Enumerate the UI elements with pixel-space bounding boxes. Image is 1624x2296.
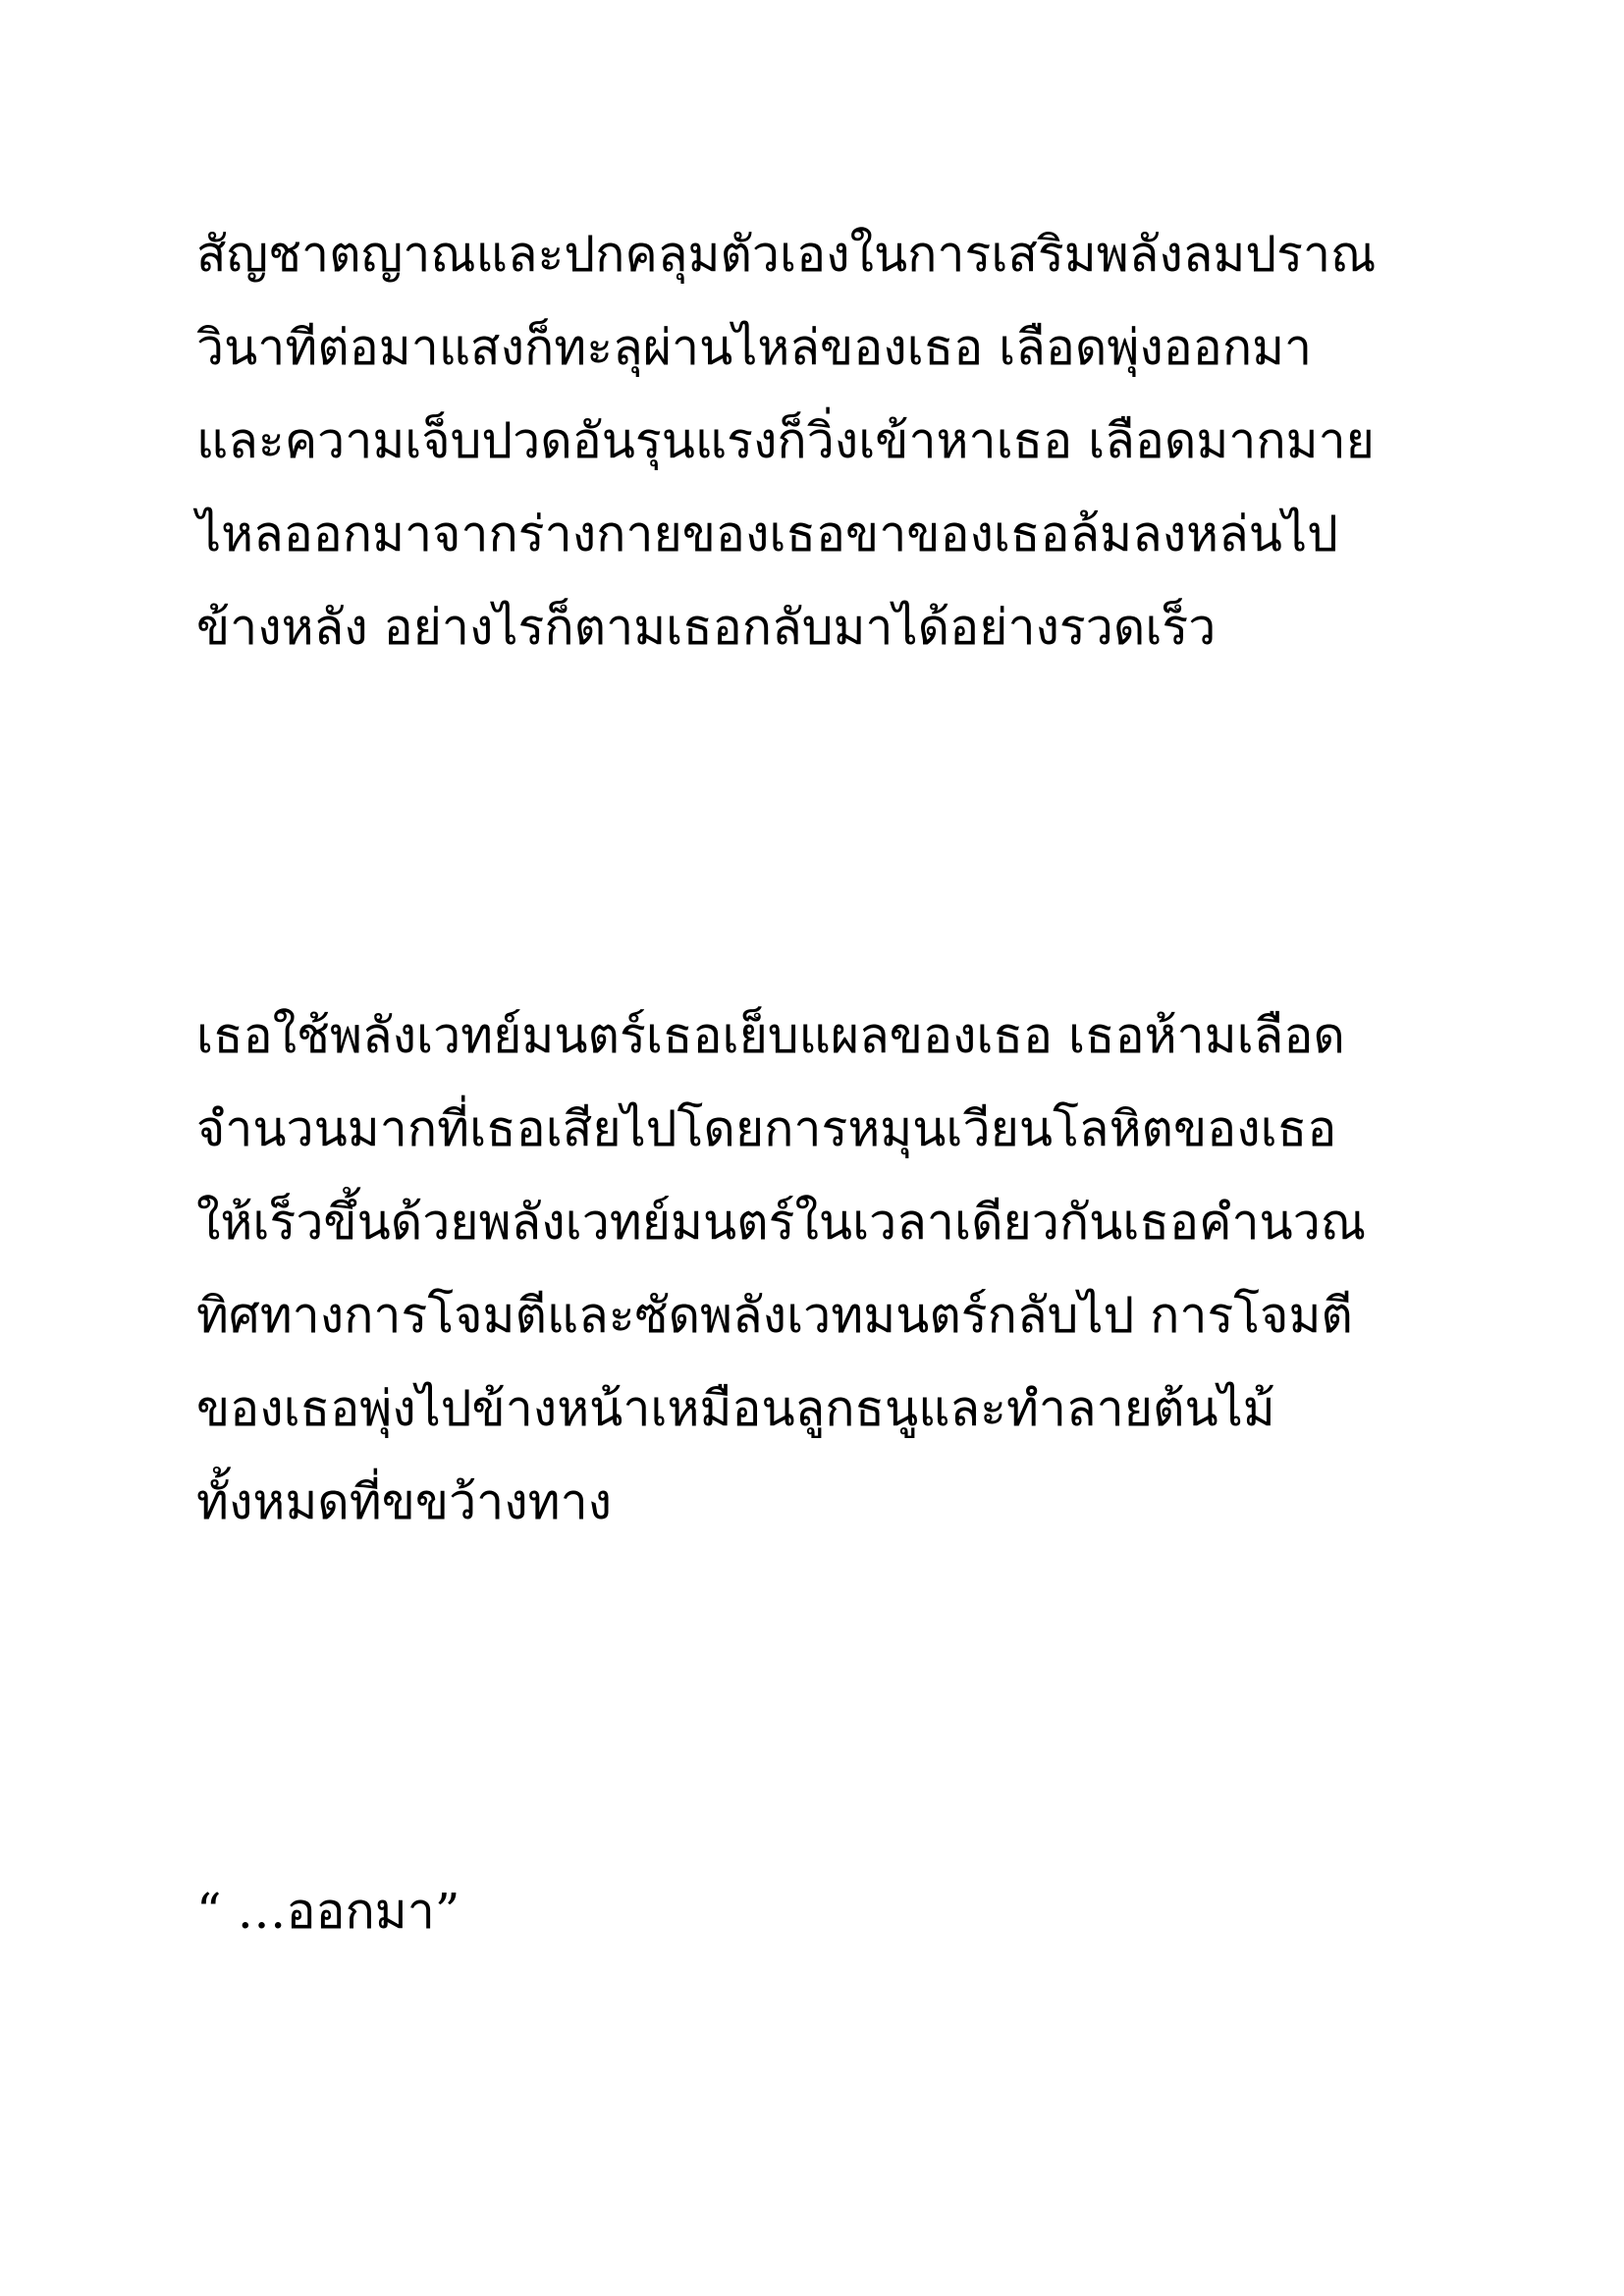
text-line: และความเจ็บปวดอันรุนแรงก็วิ่งเข้าหาเธอ เลือดมากมาย bbox=[196, 412, 1375, 469]
text-line: ทั้งหมดที่ขขว้างทาง bbox=[196, 1473, 613, 1530]
text-line: เธอใช้พลังเวทย์มนตร์เธอเย็บแผลของเธอ เธอห้ามเลือด bbox=[196, 1007, 1345, 1064]
text-line: สัญชาตญาณและปกคลุมตัวเองในการเสริมพลังลมปราณ bbox=[196, 226, 1377, 283]
text-line: ไหลออกมาจากร่างกายของเธอขาของเธอล้มลงหล่นไป bbox=[196, 506, 1338, 562]
text-line: ทิศทางการโจมตีและซัดพลังเวทมนตร์กลับไป การโจมตี bbox=[196, 1287, 1353, 1344]
text-line: วินาทีต่อมาแสงก็ทะลุผ่านไหล่ของเธอ เลือดพุ่งออกมา bbox=[196, 319, 1313, 376]
paragraph-2 bbox=[196, 989, 1473, 1549]
text-line: จำนวนมากที่เธอเสียไปโดยการหมุนเวียนโลหิตของเธอ bbox=[196, 1100, 1337, 1157]
paragraph-3 bbox=[196, 1865, 1473, 1958]
dialogue-line: “ …ออกมา” bbox=[196, 1883, 460, 1940]
text-line: ข้างหลัง อย่างไรก็ตามเธอกลับมาได้อย่างรวดเร็ว bbox=[196, 599, 1217, 656]
text-line: ของเธอพุ่งไปข้างหน้าเหมือนลูกธนูและทำลายต้นไม้ bbox=[196, 1380, 1275, 1437]
text-line: ให้เร็วขึ้นด้วยพลังเวทย์มนตร์ในเวลาเดียวกันเธอคำนวณ bbox=[196, 1194, 1367, 1251]
paragraph-1 bbox=[196, 208, 1473, 674]
